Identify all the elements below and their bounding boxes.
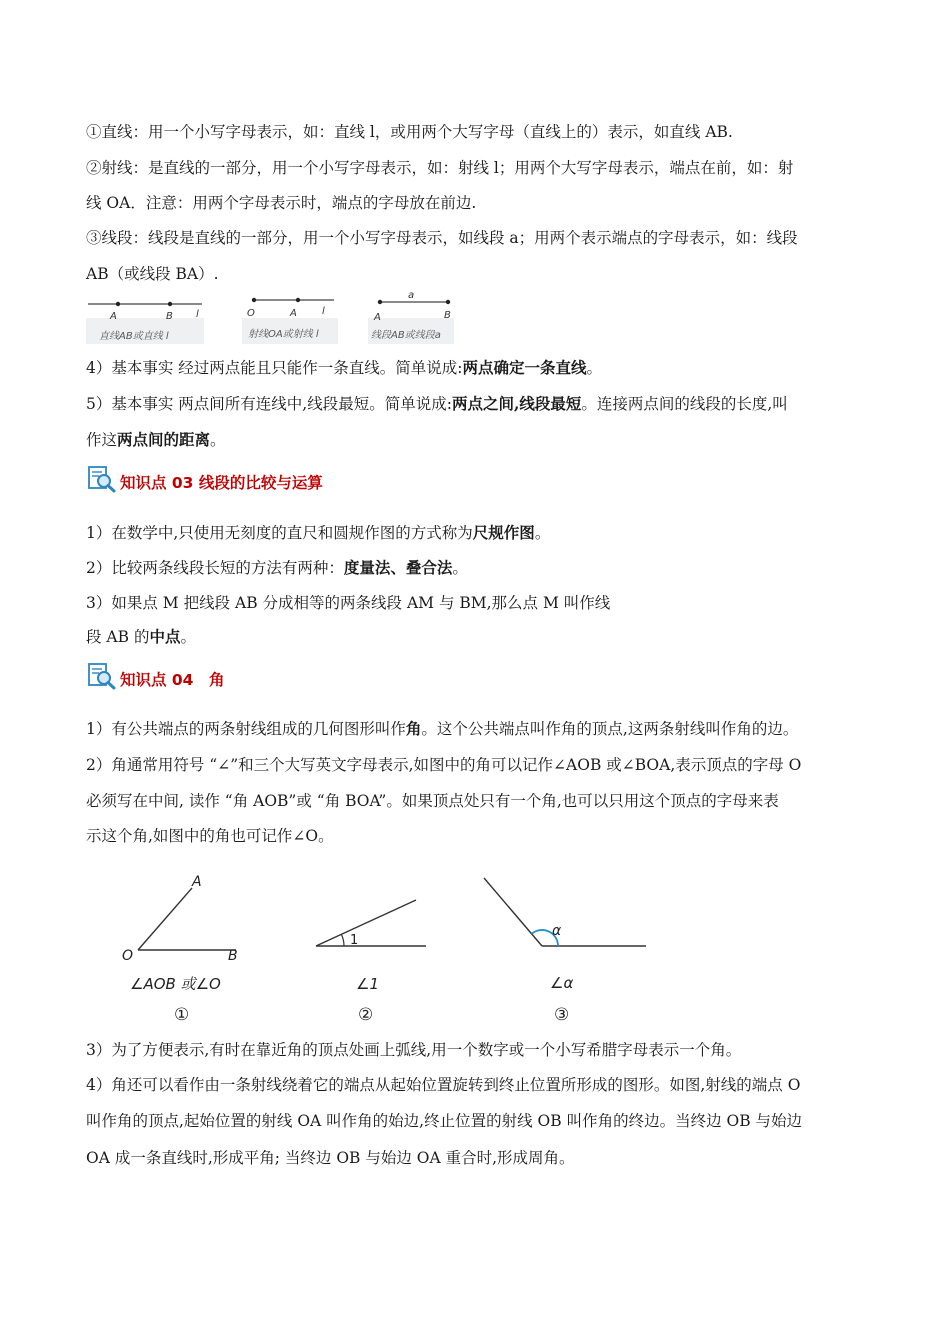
k03-item-3-line-2 [86, 627, 866, 647]
k03-item-3-line-1: 3）如果点 M 把线段 AB 分成相等的两条线段 AM 与 BM,那么点 M 叫作线 [86, 594, 611, 612]
fact-5-bold: 两点之间,线段最短 [451, 394, 582, 413]
point-b [168, 302, 172, 306]
k03-item-2-bold: 度量法、叠合法 [343, 558, 453, 577]
figure-number: ① [174, 1005, 190, 1025]
fact-5-line-2-bold: 两点间的距离 [117, 430, 211, 449]
figure-angle-1 [308, 890, 438, 1028]
magnifier-document-icon [86, 464, 118, 494]
label-b: B [166, 311, 173, 322]
definition-line: ①直线：用一个小写字母表示，如：直线 l，或用两个大写字母（直线上的）表示，如直线 AB. [86, 123, 733, 141]
k03-item-1-prefix: 1）在数学中,只使用无刻度的直尺和圆规作图的方式称为 [86, 524, 473, 542]
label-o: O [122, 948, 134, 964]
k03-item-2-prefix: 2）比较两条线段长短的方法有两种： [86, 559, 344, 577]
definition-ray-2: 线 OA．注意：用两个字母表示时，端点的字母放在前边. [86, 194, 477, 212]
k04-item-4-line-3: OA 成一条直线时,形成平角; 当终边 OB 与始边 OA 重合时,形成周角。 [86, 1149, 575, 1167]
fact-4-suffix: 。 [586, 359, 603, 377]
point-a [116, 302, 120, 306]
heading-03-text: 知识点 03 线段的比较与运算 [120, 474, 323, 492]
angle-arc [342, 935, 345, 947]
k04-item-1 [86, 719, 866, 739]
figure-straight-line [86, 292, 206, 344]
label-a: A [290, 308, 297, 319]
k04-item-1-suffix: 。这个公共端点叫作角的顶点,这两条射线叫作角的边。 [421, 720, 799, 738]
k03-item-3-suffix: 。 [180, 628, 196, 646]
figure-angle-alpha [478, 872, 658, 1028]
k03-item-3-bold: 中点 [149, 627, 181, 646]
k04-item-2-line-2: 必须写在中间, 读作 “角 AOB”或 “角 BOA”。如果顶点处只有一个角,也可以只用这个顶点的字母来表 [86, 792, 779, 810]
fact-4-bold: 两点确定一条直线 [462, 358, 587, 377]
heading-04-text: 知识点 04 角 [120, 671, 225, 689]
caption: 线段AB或线段a [371, 330, 441, 341]
fact-4-prefix: 4）基本事实 经过两点能且只能作一条直线。简单说成: [86, 359, 463, 377]
k03-item-3-prefix: 段 AB 的 [86, 628, 150, 646]
k04-item-1-bold: 角 [405, 719, 422, 738]
point-b [446, 300, 450, 304]
figure-number: ② [358, 1005, 374, 1025]
caption: ∠α [550, 974, 574, 992]
label-alpha: α [552, 923, 562, 939]
definition-ray-1: ②射线：是直线的一部分，用一个小写字母表示，如：射线 l；用两个大写字母表示，端点在前，如：射 [86, 159, 794, 177]
ray-left [484, 878, 542, 946]
caption: 射线OA或射线 l [248, 329, 319, 340]
figure-segment [368, 288, 458, 344]
definition-segment-2: AB（或线段 BA）. [86, 265, 219, 283]
k03-item-1 [86, 523, 866, 543]
fact-5 [86, 394, 866, 414]
label-b: B [228, 948, 238, 964]
label-1: 1 [350, 933, 359, 948]
caption: ∠AOB 或∠O [130, 975, 221, 993]
k03-item-1-bold: 尺规作图 [472, 523, 535, 542]
fact-5-line-2-suffix: 。 [210, 431, 226, 449]
fact-4 [86, 358, 866, 378]
point-a [296, 298, 300, 302]
fact-5-line-2 [86, 430, 866, 450]
label-a: A [374, 312, 381, 323]
ray-oa [138, 888, 192, 950]
fact-5-suffix: 。连接两点间的线段的长度,叫 [581, 395, 788, 413]
k04-item-4-line-2: 叫作角的顶点,起始位置的射线 OA 叫作角的始边,终止位置的射线 OB 叫作角的终边。当终边 OB 与始边 [86, 1112, 803, 1130]
heading-knowledge-03 [86, 464, 323, 494]
figure-angle-aob [116, 868, 246, 1028]
fact-5-line-2-prefix: 作这 [86, 431, 118, 449]
magnifier-document-icon [86, 661, 118, 691]
figure-number: ③ [554, 1005, 570, 1025]
figure-ray [242, 292, 342, 344]
label-a-lower: a [408, 290, 415, 301]
label-l: l [322, 306, 325, 317]
k04-item-2-line-1: 2）角通常用符号 “∠”和三个大写英文字母表示,如图中的角可以记作∠AOB 或∠BOA,表示顶点的字母 O [86, 756, 802, 774]
k03-item-2-suffix: 。 [452, 559, 468, 577]
ray-upper [316, 900, 416, 946]
label-a: A [110, 311, 117, 322]
k04-item-1-prefix: 1）有公共端点的两条射线组成的几何图形叫作 [86, 720, 406, 738]
label-o: O [247, 308, 255, 319]
heading-knowledge-04 [86, 661, 224, 691]
k03-item-1-suffix: 。 [534, 524, 551, 542]
label-b: B [444, 310, 451, 321]
k04-item-2-line-3: 示这个角,如图中的角也可记作∠O。 [86, 827, 334, 845]
fact-5-prefix: 5）基本事实 两点间所有连线中,线段最短。简单说成: [86, 395, 452, 413]
caption: ∠1 [356, 975, 379, 993]
k04-item-3: 3）为了方便表示,有时在靠近角的顶点处画上弧线,用一个数字或一个小写希腊字母表示一个角。 [86, 1041, 742, 1059]
point-a [378, 300, 382, 304]
label-l: l [196, 309, 199, 320]
k03-item-2 [86, 558, 866, 578]
caption: 直线AB或直线 l [99, 331, 169, 342]
label-a: A [192, 874, 202, 890]
k04-item-4-line-1: 4）角还可以看作由一条射线绕着它的端点从起始位置旋转到终止位置所形成的图形。如图,射线的端点 O [86, 1076, 801, 1094]
point-o [252, 298, 256, 302]
definition-segment-1: ③线段：线段是直线的一部分，用一个小写字母表示，如线段 a；用两个表示端点的字母表示，如：线段 [86, 229, 798, 247]
